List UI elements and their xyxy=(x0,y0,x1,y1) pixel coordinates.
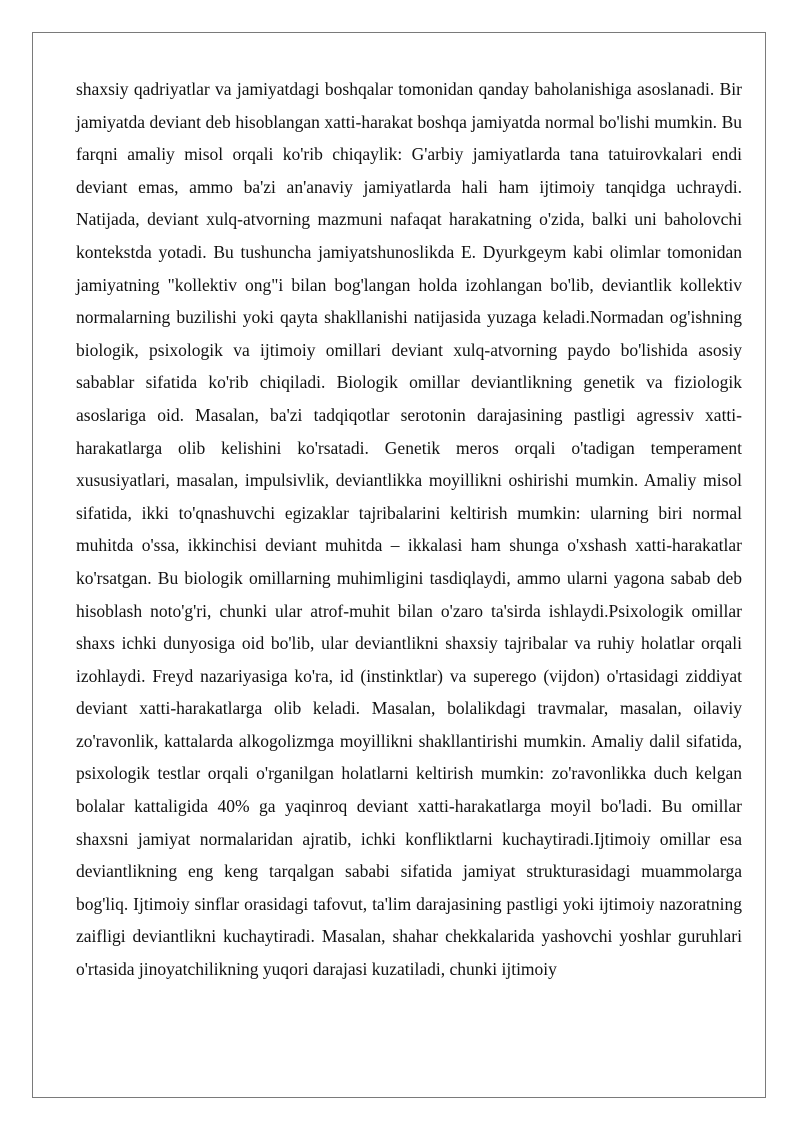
body-paragraph: shaxsiy qadriyatlar va jamiyatdagi boshqalar tomonidan qanday baholanishiga asoslanadi. Bir jamiyatda deviant deb hisoblangan xatti-harakat boshqa jamiyatda normal bo'lishi mumkin. Bu farqni amaliy misol orqali ko'rib chiqaylik: G'arbiy jamiyatlarda tana tatuirovkalari endi deviant emas, ammo ba'zi an'anaviy jamiyatlarda hali ham ijtimoiy tanqidga uchraydi. Natijada, deviant xulq-atvorning mazmuni nafaqat harakatning o'zida, balki uni baholovchi kontekstda yotadi. Bu tushuncha jamiyatshunoslikda E. Dyurkgeym kabi olimlar tomonidan jamiyatning "kollektiv ong"i bilan bog'langan holda izohlangan bo'lib, deviantlik kollektiv normalarning buzilishi yoki qayta shakllanishi natijasida yuzaga keladi.Normadan og'ishning biologik, psixologik va ijtimoiy omillari deviant xulq-atvorning paydo bo'lishida asosiy sabablar sifatida ko'rib chiqiladi. Biologik omillar deviantlikning genetik va fiziologik asoslariga oid. Masalan, ba'zi tadqiqotlar serotonin darajasining pastligi agressiv xatti-harakatlarga olib kelishini ko'rsatadi. Genetik meros orqali o'tadigan temperament xususiyatlari, masalan, impulsivlik, deviantlikka moyillikni oshirishi mumkin. Amaliy misol sifatida, ikki to'qnashuvchi egizaklar tajribalarini keltirish mumkin: ularning biri normal muhitda o'ssa, ikkinchisi deviant muhitda – ikkalasi ham shunga o'xshash xatti-harakatlar ko'rsatgan. Bu biologik omillarning muhimligini tasdiqlaydi, ammo ularni yagona sabab deb hisoblash noto'g'ri, chunki ular atrof-muhit bilan o'zaro ta'sirda ishlaydi.Psixologik omillar shaxs ichki dunyosiga oid bo'lib, ular deviantlikni shaxsiy tajribalar va ruhiy holatlar orqali izohlaydi. Freyd nazariyasiga ko'ra, id (instinktlar) va superego (vijdon) o'rtasidagi ziddiyat deviant xatti-harakatlarga olib keladi. Masalan, bolalikdagi travmalar, masalan, oilaviy zo'ravonlik, kattalarda alkogolizmga moyillikni shakllantirishi mumkin. Amaliy dalil sifatida, psixologik testlar orqali o'rganilgan holatlarni keltirish mumkin: zo'ravonlikka duch kelgan bolalar kattaligida 40% ga yaqinroq deviant xatti-harakatlarga moyil bo'ladi. Bu omillar shaxsni jamiyat normalaridan ajratib, ichki konfliktlarni kuchaytiradi.Ijtimoiy omillar esa deviantlikning eng keng tarqalgan sababi sifatida jamiyat strukturasidagi muammolarga bog'liq. Ijtimoiy sinflar orasidagi tafovut, ta'lim darajasining pastligi yoki ijtimoiy nazoratning zaifligi deviantlikni kuchaytiradi. Masalan, shahar chekkalarida yashovchi yoshlar guruhlari o'rtasida jinoyatchilikning yuqori darajasi kuzatiladi, chunki ijtimoiy xyxy=(76,79,742,980)
